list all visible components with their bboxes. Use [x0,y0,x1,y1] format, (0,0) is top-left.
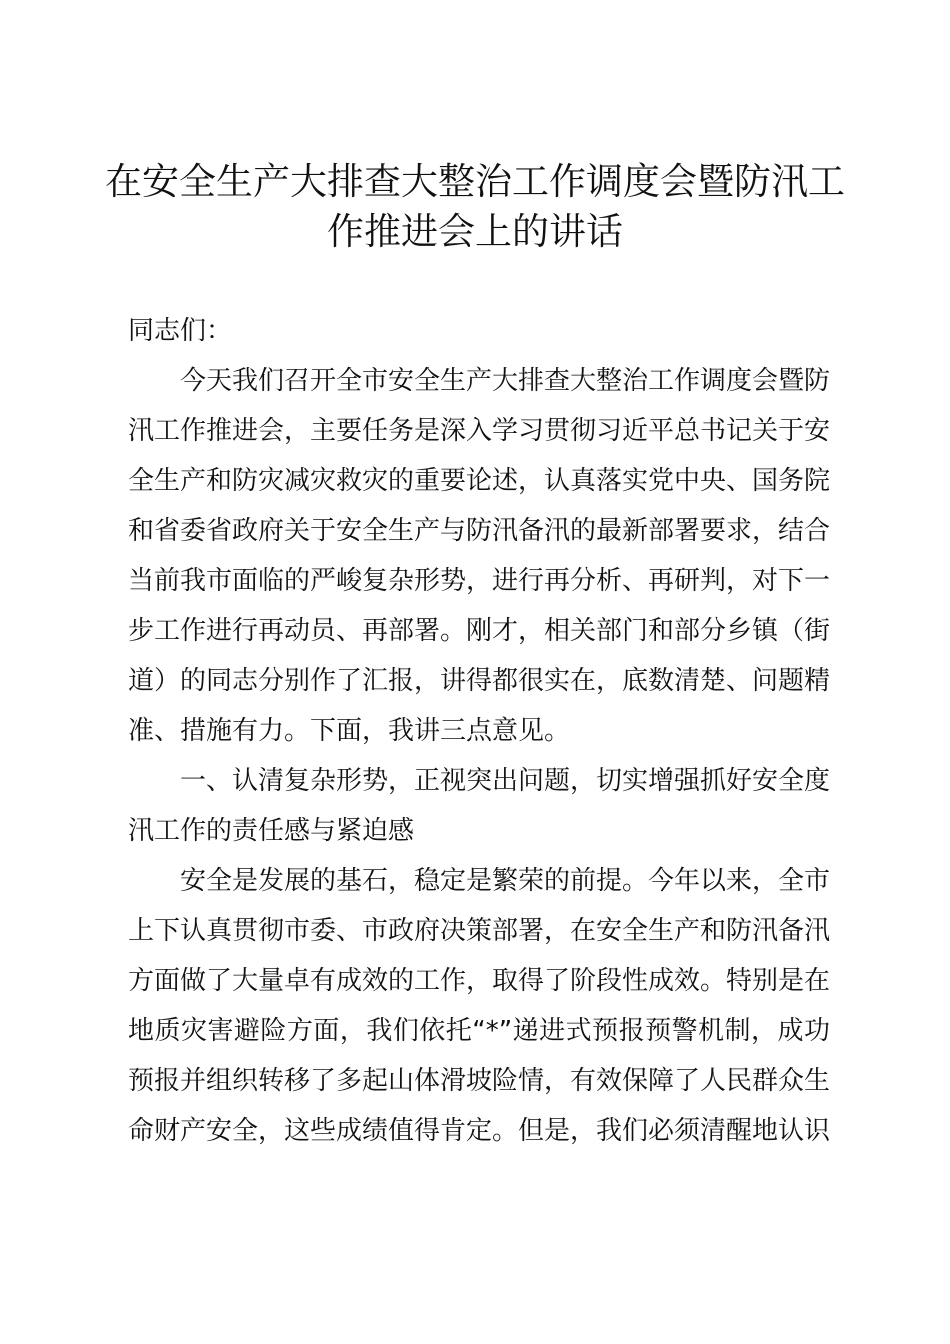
paragraph-1-line-1: 今天我们召开全市安全生产大排查大整治工作调度会暨防 [180,366,830,396]
paragraph-2-line-2: 上下认真贯彻市委、市政府决策部署，在安全生产和防汛备汛 [128,916,830,946]
paragraph-2-line-3: 方面做了大量卓有成效的工作，取得了阶段性成效。特别是在 [128,966,830,996]
section-heading-1-line-2: 汛工作的责任感与紧迫感 [128,816,415,846]
paragraph-1-line-2: 汛工作推进会，主要任务是深入学习贯彻习近平总书记关于安 [128,416,830,446]
paragraph-1-line-5: 当前我市面临的严峻复杂形势，进行再分析、再研判，对下一 [128,566,830,596]
paragraph-1-line-4: 和省委省政府关于安全生产与防汛备汛的最新部署要求，结合 [128,516,830,546]
document-title-line-1: 在安全生产大排查大整治工作调度会暨防汛工 [105,160,845,203]
paragraph-1-line-7: 道）的同志分别作了汇报，讲得都很实在，底数清楚、问题精 [128,666,830,696]
paragraph-2-line-6: 命财产安全，这些成绩值得肯定。但是，我们必须清醒地认识 [128,1116,830,1146]
paragraph-1-line-6: 步工作进行再动员、再部署。刚才，相关部门和部分乡镇（街 [128,616,830,646]
salutation: 同志们： [128,316,233,346]
document-title-line-2: 作推进会上的讲话 [327,210,623,253]
paragraph-2-line-1: 安全是发展的基石，稳定是繁荣的前提。今年以来，全市 [180,866,830,896]
section-heading-1-line-1: 一、认清复杂形势，正视突出问题，切实增强抓好安全度 [180,766,830,796]
paragraph-2-line-5: 预报并组织转移了多起山体滑坡险情，有效保障了人民群众生 [128,1066,830,1096]
paragraph-2-line-4: 地质灾害避险方面，我们依托“*”递进式预报预警机制，成功 [128,1016,830,1046]
paragraph-1-line-3: 全生产和防灾减灾救灾的重要论述，认真落实党中央、国务院 [128,466,830,496]
paragraph-1-line-8: 准、措施有力。下面，我讲三点意见。 [128,716,571,746]
